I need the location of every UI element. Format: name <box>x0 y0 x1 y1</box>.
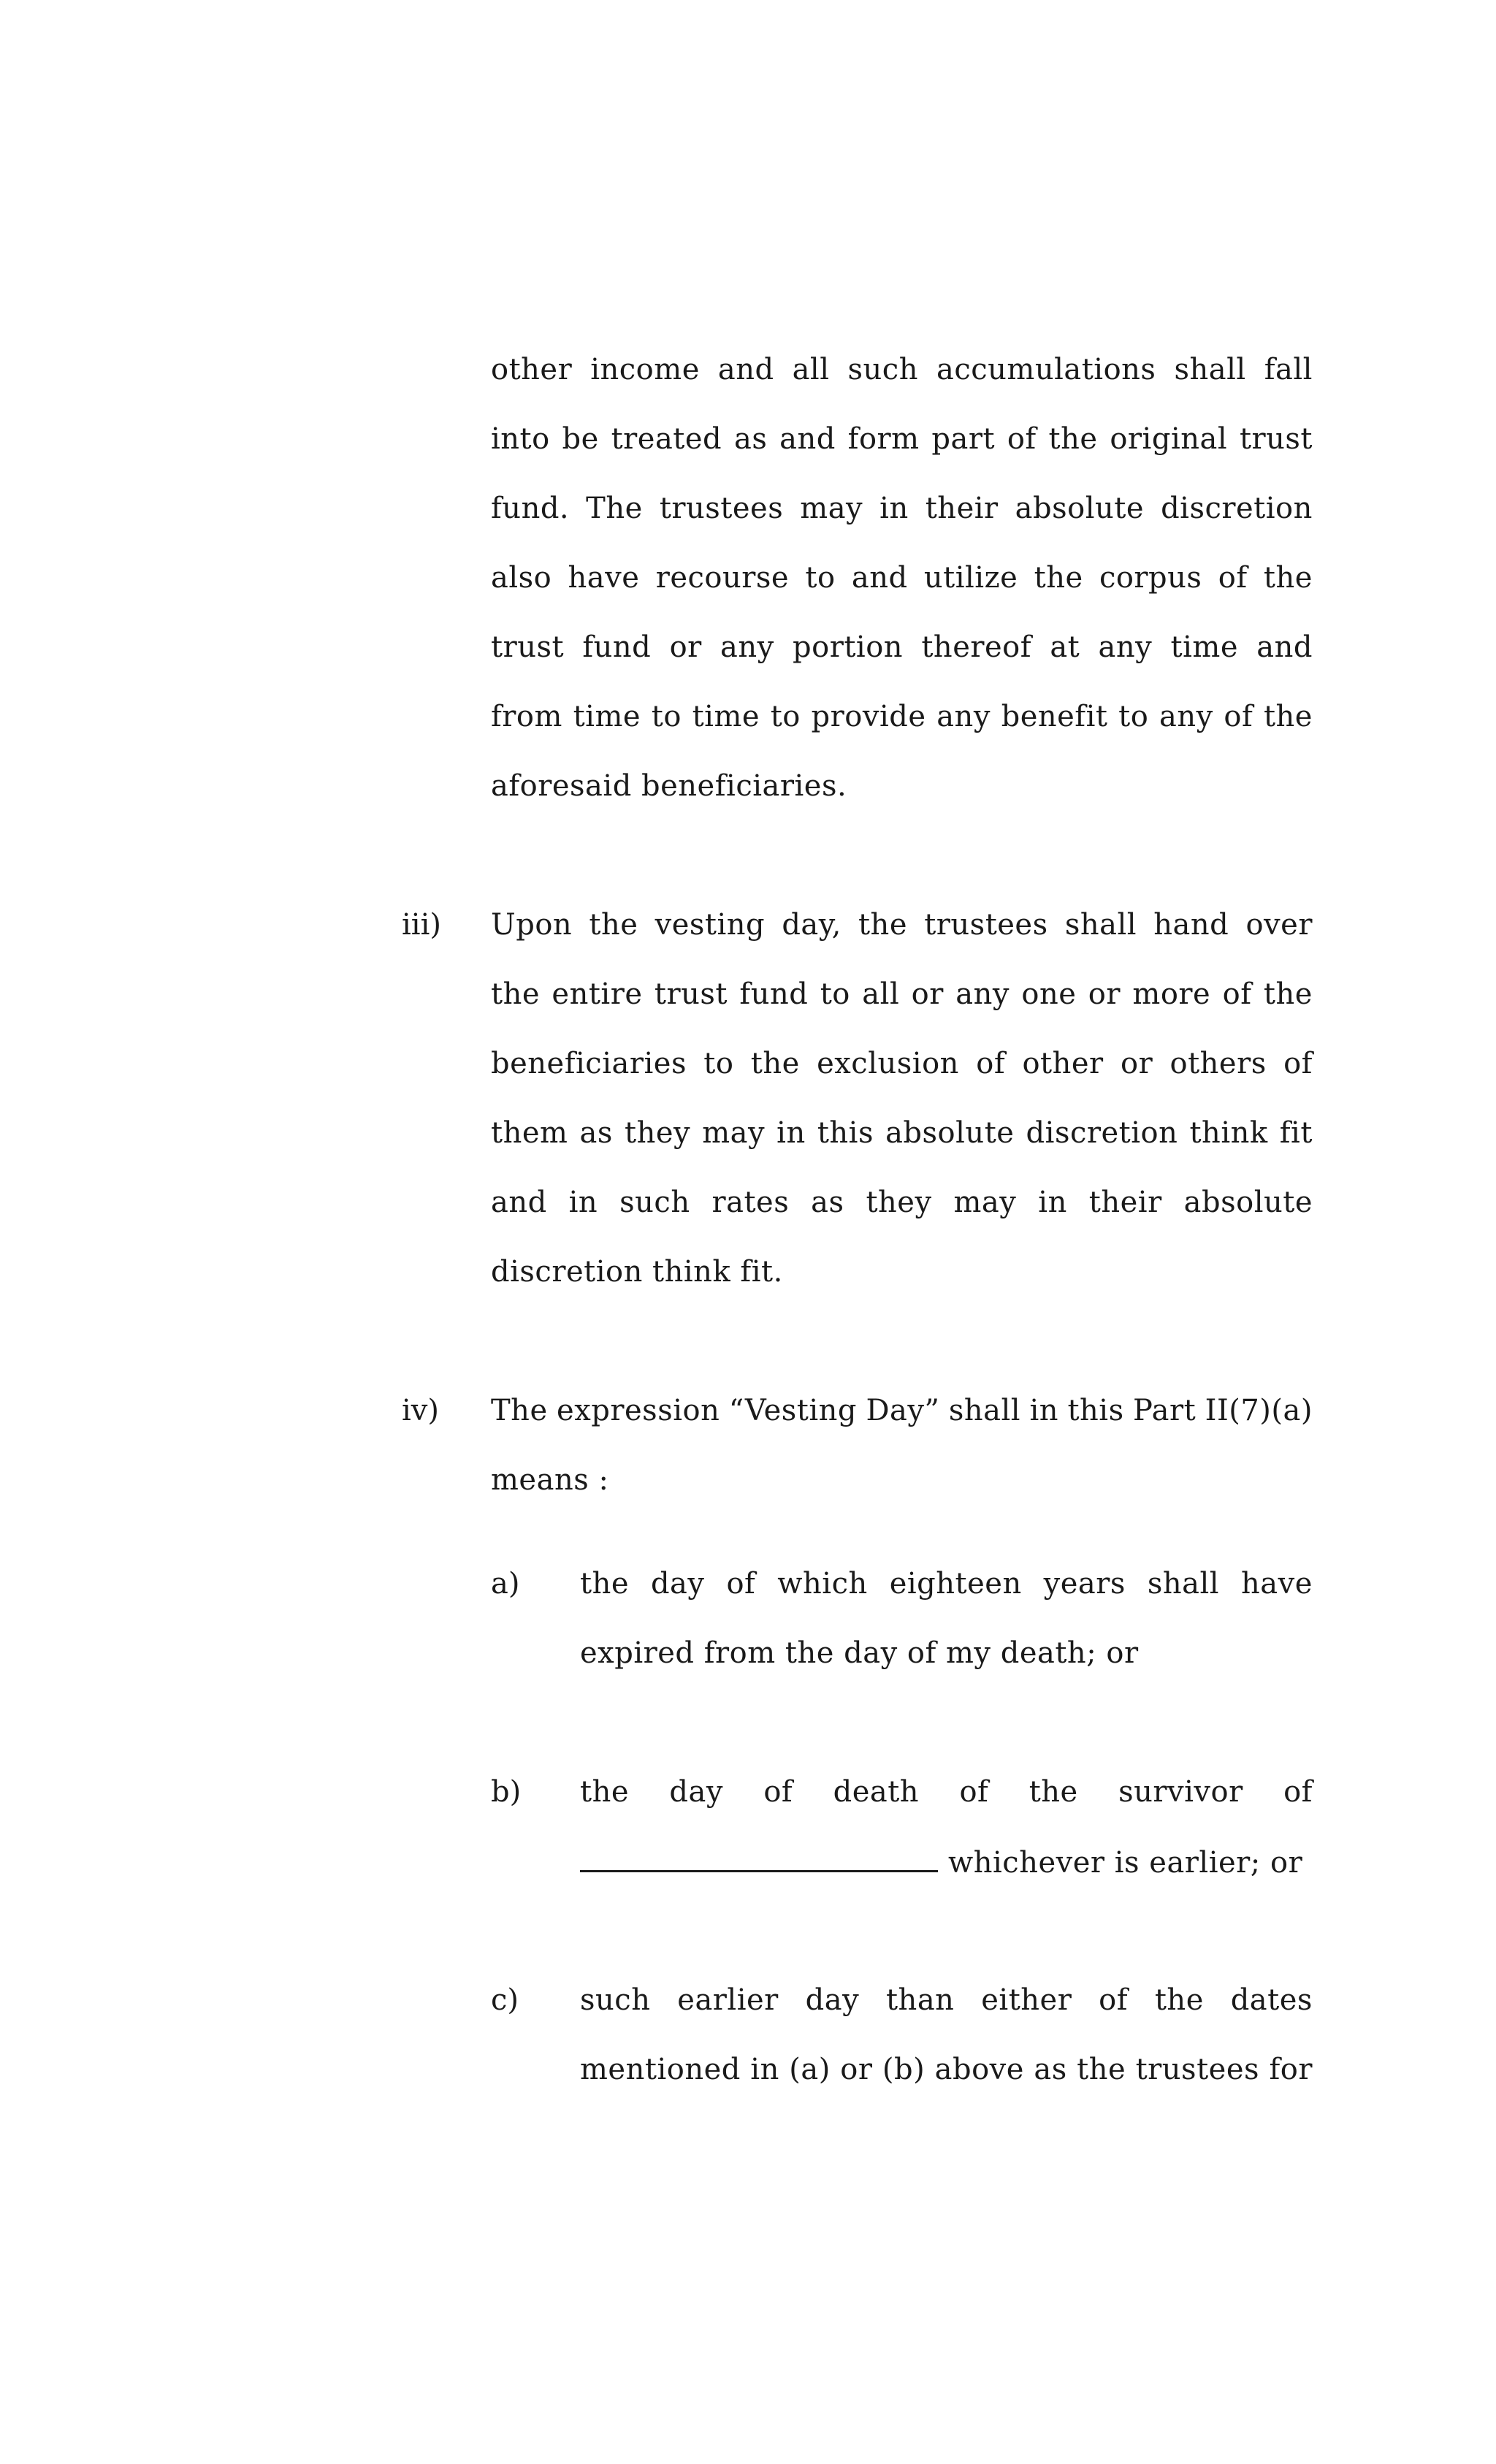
word: day, <box>782 908 842 942</box>
word: vesting <box>654 908 766 942</box>
word: as <box>579 1116 613 1150</box>
word: trustees <box>924 908 1048 942</box>
text-line <box>580 2049 1313 2090</box>
word: The <box>491 1394 548 1427</box>
word: more <box>1132 977 1211 1011</box>
word: shall <box>1147 1567 1220 1601</box>
word: them <box>491 1116 568 1150</box>
word: trust <box>1239 422 1313 456</box>
text-line <box>491 696 1313 737</box>
word: of <box>1218 561 1248 595</box>
word: survivor <box>1118 1775 1243 1809</box>
word: other <box>1022 1047 1104 1080</box>
text-line: means : <box>491 1463 609 1497</box>
word: (a) <box>789 2053 831 2086</box>
word: fund. <box>491 492 570 525</box>
word: fit <box>1279 1116 1313 1150</box>
word: may <box>702 1116 766 1150</box>
word: original <box>1110 422 1228 456</box>
text-line <box>491 974 1313 1015</box>
word: utilize <box>923 561 1018 595</box>
word: above <box>934 2053 1024 2086</box>
word: “Vesting <box>728 1394 858 1427</box>
word: or <box>1088 977 1121 1011</box>
word: form <box>847 422 920 456</box>
word: fund <box>582 630 652 664</box>
word: eighteen <box>889 1567 1022 1601</box>
word: beneficiaries <box>491 1047 687 1080</box>
word: the <box>858 908 907 942</box>
word: to <box>820 977 850 1011</box>
text-after-blank: whichever is earlier; or <box>948 1846 1303 1880</box>
text-line <box>580 1980 1313 2021</box>
word: benefit <box>1001 700 1108 733</box>
word: in <box>750 2053 779 2086</box>
word: entire <box>552 977 643 1011</box>
text-line: aforesaid beneficiaries. <box>491 769 847 803</box>
word: trustees <box>1135 2053 1260 2086</box>
word: such <box>580 1983 651 2017</box>
word: other <box>491 353 573 386</box>
text-line <box>491 1182 1313 1223</box>
word: earlier <box>677 1983 779 2017</box>
text-line <box>491 488 1313 529</box>
word: in <box>1038 1186 1067 1219</box>
word: absolute <box>885 1116 1015 1150</box>
word: years <box>1043 1567 1126 1601</box>
word: to <box>805 561 836 595</box>
text-line <box>491 419 1313 459</box>
text-line: expired from the day of my death; or <box>580 1636 1139 1670</box>
word: day <box>669 1775 723 1809</box>
word: or <box>840 2053 873 2086</box>
word: any <box>936 700 991 733</box>
word: time <box>1170 630 1238 664</box>
word: time <box>692 700 760 733</box>
word: the <box>750 1047 800 1080</box>
word: day <box>805 1983 860 2017</box>
word: the <box>1048 422 1098 456</box>
word: which <box>777 1567 868 1601</box>
word: may <box>953 1186 1017 1219</box>
word: shall <box>1174 353 1246 386</box>
word: in <box>776 1116 806 1150</box>
text-line <box>491 1113 1313 1153</box>
word: the <box>1263 561 1313 595</box>
word: or <box>669 630 702 664</box>
word: in <box>879 492 909 525</box>
word: all <box>792 353 830 386</box>
word: the <box>589 908 638 942</box>
word: of <box>959 1775 989 1809</box>
word: shall <box>1064 908 1137 942</box>
sub-clause-number: b) <box>491 1775 522 1809</box>
word: absolute <box>1015 492 1145 525</box>
word: the <box>1077 2053 1126 2086</box>
text-line <box>491 557 1313 598</box>
word: Upon <box>491 908 573 942</box>
word: have <box>1241 1567 1313 1601</box>
text-line <box>491 627 1313 668</box>
word: any <box>720 630 774 664</box>
word: income <box>590 353 700 386</box>
word: the <box>1263 977 1313 1011</box>
word: time <box>573 700 641 733</box>
word: discretion <box>1161 492 1313 525</box>
word: or <box>911 977 944 1011</box>
word: thereof <box>921 630 1032 664</box>
word: provide <box>811 700 926 733</box>
word: in <box>568 1186 598 1219</box>
clause-number: iv) <box>402 1394 439 1427</box>
word: of <box>1007 422 1037 456</box>
word: of <box>1099 1983 1129 2017</box>
word: shall <box>948 1394 1021 1427</box>
word: over <box>1245 908 1313 942</box>
word: accumulations <box>936 353 1156 386</box>
word: of <box>1283 1775 1313 1809</box>
word: they <box>625 1116 691 1150</box>
word: of <box>1283 1047 1313 1080</box>
word: The <box>586 492 643 525</box>
word: Part <box>1133 1394 1197 1427</box>
word: this <box>1067 1394 1124 1427</box>
text-line-with-blank <box>580 1841 1302 1882</box>
text-line <box>580 1563 1313 1604</box>
text-line: discretion think fit. <box>491 1255 783 1289</box>
word: the <box>1263 700 1313 733</box>
sub-clause-number: a) <box>491 1567 520 1601</box>
clause-number: iii) <box>402 908 441 942</box>
word: one <box>1021 977 1077 1011</box>
word: portion <box>793 630 904 664</box>
sub-clause-number: c) <box>491 1983 519 2017</box>
word: any <box>1098 630 1153 664</box>
text-line <box>491 1390 1313 1431</box>
word: such <box>847 353 918 386</box>
word: and <box>717 353 774 386</box>
word: part <box>931 422 996 456</box>
word: from <box>491 700 562 733</box>
word: death <box>833 1775 920 1809</box>
word: and <box>851 561 908 595</box>
word: the <box>491 977 541 1011</box>
word: all <box>862 977 900 1011</box>
word: of <box>763 1775 793 1809</box>
word: exclusion <box>817 1047 959 1080</box>
word: than <box>885 1983 955 2017</box>
word: this <box>817 1116 874 1150</box>
word: as <box>811 1186 844 1219</box>
word: as <box>1034 2053 1067 2086</box>
word: have <box>568 561 640 595</box>
word: Day” <box>866 1394 940 1427</box>
text-line <box>491 904 1313 945</box>
word: in <box>1029 1394 1059 1427</box>
word: to <box>770 700 801 733</box>
word: and <box>491 1186 547 1219</box>
text-line <box>491 1043 1313 1084</box>
word: to <box>651 700 682 733</box>
word: discretion <box>1026 1116 1178 1150</box>
word: of <box>1224 700 1253 733</box>
word: trust <box>654 977 728 1011</box>
word: dates <box>1230 1983 1313 2017</box>
word: others <box>1169 1047 1267 1080</box>
word: and <box>1256 630 1313 664</box>
word: for <box>1269 2053 1313 2086</box>
word: trust <box>491 630 565 664</box>
word: any <box>1159 700 1213 733</box>
word: and <box>779 422 836 456</box>
word: trustees <box>659 492 784 525</box>
word: of <box>1222 977 1252 1011</box>
word: fall <box>1264 353 1313 386</box>
word: be <box>562 422 599 456</box>
word: the <box>580 1775 630 1809</box>
blank-fill-line <box>580 1841 938 1872</box>
word: the <box>1154 1983 1204 2017</box>
word: hand <box>1153 908 1229 942</box>
word: day <box>650 1567 705 1601</box>
word: to <box>703 1047 734 1080</box>
word: may <box>800 492 863 525</box>
word: as <box>733 422 768 456</box>
word: the <box>1034 561 1083 595</box>
word: such <box>619 1186 690 1219</box>
word: of <box>726 1567 756 1601</box>
word: rates <box>711 1186 790 1219</box>
word: their <box>1088 1186 1162 1219</box>
word: II(7)(a) <box>1205 1394 1313 1427</box>
text-line <box>580 1771 1313 1812</box>
word: recourse <box>655 561 790 595</box>
text-line <box>491 349 1313 390</box>
word: mentioned <box>580 2053 741 2086</box>
word: fund <box>739 977 809 1011</box>
word: think <box>1189 1116 1268 1150</box>
word: also <box>491 561 552 595</box>
word: treated <box>611 422 722 456</box>
word: or <box>1120 1047 1153 1080</box>
word: of <box>976 1047 1006 1080</box>
word: they <box>866 1186 932 1219</box>
word: either <box>981 1983 1072 2017</box>
word: into <box>491 422 550 456</box>
word: corpus <box>1099 561 1202 595</box>
word: the <box>580 1567 630 1601</box>
word: any <box>955 977 1010 1011</box>
word: the <box>1028 1775 1078 1809</box>
word: (b) <box>882 2053 926 2086</box>
word: at <box>1050 630 1080 664</box>
word: to <box>1118 700 1149 733</box>
word: expression <box>557 1394 720 1427</box>
word: their <box>925 492 999 525</box>
word: absolute <box>1183 1186 1313 1219</box>
